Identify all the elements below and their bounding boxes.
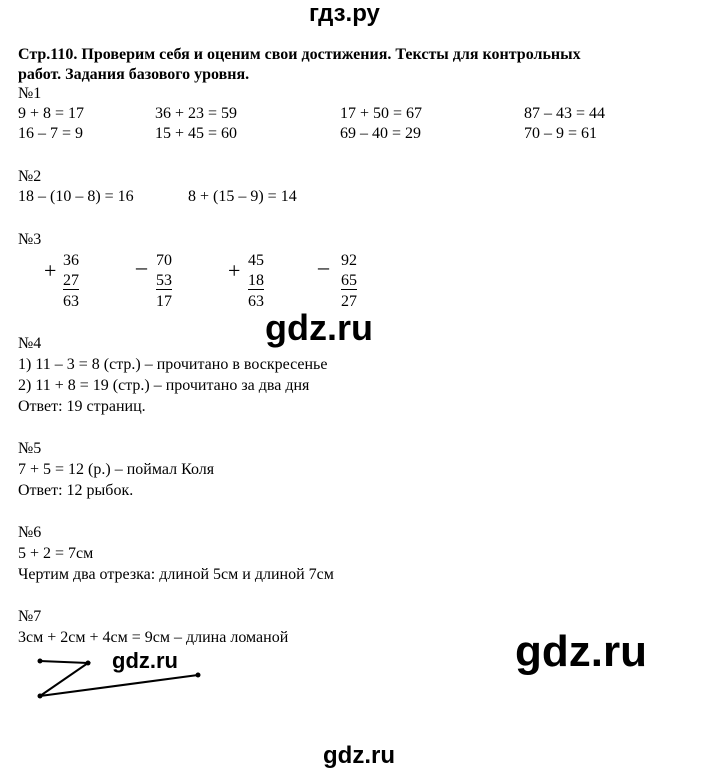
minuend: 70	[156, 252, 172, 269]
result: 63	[248, 293, 264, 310]
task1-r1c4: 87 – 43 = 44	[524, 105, 606, 122]
page-title-line1: Стр.110. Проверим себя и оценим свои достижения. Тексты для контрольных	[18, 46, 581, 63]
result: 17	[156, 293, 172, 310]
result: 27	[341, 293, 357, 310]
result: 63	[63, 293, 79, 310]
task7-label: №7	[18, 608, 42, 625]
task1-r1c3: 17 + 50 = 67	[340, 105, 423, 122]
addend-b-value: 27	[63, 272, 79, 289]
vertex-point	[38, 659, 43, 664]
task1-r2c4: 70 – 9 = 61	[524, 125, 598, 142]
task7-line1: 3см + 2см + 4см = 9см – длина ломаной	[18, 629, 289, 646]
task6-label: №6	[18, 524, 42, 541]
subtrahend	[329, 273, 369, 289]
watermark-mid: gdz.ru	[265, 307, 373, 348]
task6-line2: Чертим два отрезка: длиной 5см и длиной 7см	[18, 566, 334, 583]
task4-line1: 1) 11 – 3 = 8 (стр.) – прочитано в воскресенье	[18, 356, 328, 373]
plus-sign: +	[228, 258, 241, 283]
task1-r2c3: 69 – 40 = 29	[340, 125, 422, 142]
addend-b	[51, 273, 91, 289]
task4-answer: Ответ: 19 страниц.	[18, 398, 146, 415]
vertex-point	[86, 661, 91, 666]
page-title-line2: работ. Задания базового уровня.	[18, 66, 250, 83]
task4-label: №4	[18, 335, 42, 352]
task2-item1: 18 – (10 – 8) = 16	[18, 188, 134, 205]
vertex-point	[38, 694, 43, 699]
task1-r1c2: 36 + 23 = 59	[155, 105, 238, 122]
subtrahend-value: 65	[341, 272, 357, 289]
addend-b-value: 18	[248, 272, 264, 289]
watermark-small: gdz.ru	[112, 648, 178, 673]
addend-a: 45	[248, 252, 264, 269]
task2-label: №2	[18, 168, 42, 185]
addend-b	[236, 273, 276, 289]
task5-line1: 7 + 5 = 12 (р.) – поймал Коля	[18, 461, 215, 478]
task4-line2: 2) 11 + 8 = 19 (стр.) – прочитано за два дня	[18, 377, 310, 394]
addend-a: 36	[63, 252, 79, 269]
task5-answer: Ответ: 12 рыбок.	[18, 482, 134, 499]
task1-r2c1: 16 – 7 = 9	[18, 125, 84, 142]
task5-label: №5	[18, 440, 42, 457]
subtrahend	[144, 273, 184, 289]
task3-label: №3	[18, 231, 42, 248]
vertex-point	[196, 673, 201, 678]
task1-label: №1	[18, 85, 42, 102]
watermark-bottom: gdz.ru	[323, 742, 395, 769]
plus-sign: +	[44, 258, 57, 283]
task6-line1: 5 + 2 = 7см	[18, 545, 94, 562]
minuend: 92	[341, 252, 357, 269]
task1-r2c2: 15 + 45 = 60	[155, 125, 238, 142]
task2-item2: 8 + (15 – 9) = 14	[188, 188, 297, 205]
watermark-right: gdz.ru	[515, 627, 647, 676]
watermark-top: гдз.ру	[309, 0, 380, 27]
subtrahend-value: 53	[156, 272, 172, 289]
minus-sign: –	[318, 254, 329, 279]
task1-r1c1: 9 + 8 = 17	[18, 105, 85, 122]
minus-sign: –	[136, 254, 147, 279]
